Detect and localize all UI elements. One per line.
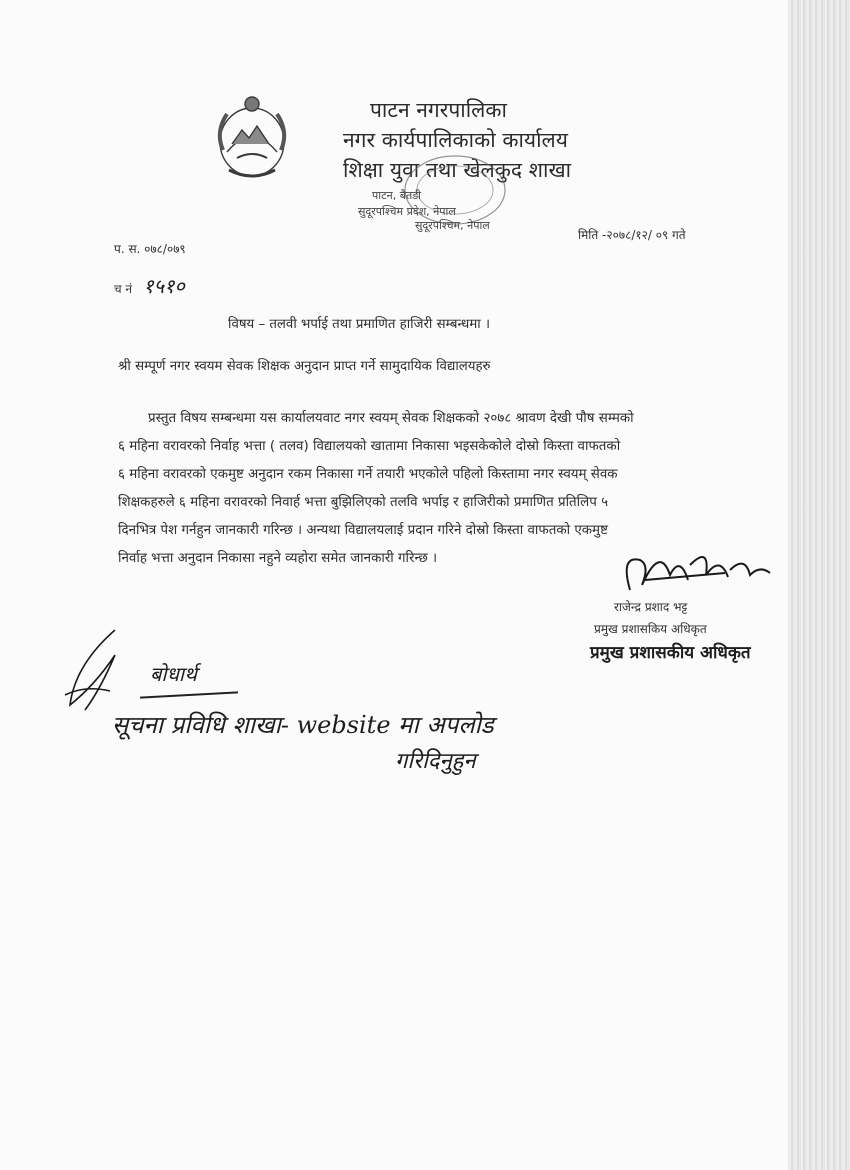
stamp-address-2: सुदूरपश्चिम प्रदेश, नेपाल: [358, 205, 456, 218]
header-office: नगर कार्यपालिकाको कार्यालय: [343, 128, 568, 152]
body-line: शिक्षकहरुले ६ महिना वरावरको निवार्ह भत्ता बुझिलिएको तलवि भर्पाइ र हाजिरीको प्रमाणित प्रतिलिप ५: [118, 495, 609, 510]
scan-edge: [788, 0, 850, 1170]
note-attention: बोधार्थ: [150, 662, 197, 686]
signer-title: प्रमुख प्रशासकिय अधिकृत: [594, 622, 707, 636]
dispatch-label: च नं: [114, 282, 133, 296]
body-line: ६ महिना वरावरको एकमुष्ट अनुदान रकम निकासा गर्ने तयारी भएकोले पहिलो किस्तामा नगर स्वयम् सेवक: [118, 467, 618, 482]
stamp-address-3: सुदूरपश्चिम, नेपाल: [415, 219, 490, 232]
body-line: निर्वाह भत्ता अनुदान निकासा नहुने व्यहोरा समेत जानकारी गरिन्छ ।: [118, 551, 438, 566]
note-underline: [140, 691, 238, 698]
signature-icon: [610, 535, 780, 605]
note-request: गरिदिनुहुन: [395, 749, 476, 774]
subject-line: विषय – तलवी भर्पाई तथा प्रमाणित हाजिरी सम्बन्धमा ।: [228, 317, 491, 332]
body-line: प्रस्तुत विषय सम्बन्धमा यस कार्यालयवाट नगर स्वयम् सेवक शिक्षकको २०७८ श्रावण देखी पौष सम्मको: [148, 411, 634, 426]
note-instruction: सूचना प्रविधि शाखा- website मा अपलोड: [112, 711, 494, 739]
reference-number: प. स. ०७८/०७९: [114, 242, 186, 256]
signer-stamp: प्रमुख प्रशासकीय अधिकृत: [590, 643, 751, 663]
nepal-emblem-icon: [207, 92, 297, 184]
header-section: शिक्षा युवा तथा खेलकुद शाखा: [343, 158, 572, 182]
header-municipality: पाटन नगरपालिका: [370, 98, 507, 122]
date: मिति -२०७८/१२/ ०९ गते: [578, 228, 686, 242]
signer-name: राजेन्द्र प्रशाद भट्ट: [614, 600, 688, 614]
addressee-line: श्री सम्पूर्ण नगर स्वयम सेवक शिक्षक अनुदान प्राप्त गर्ने सामुदायिक विद्यालयहरु: [118, 359, 491, 374]
stamp-address-1: पाटन, बैतडी: [372, 189, 422, 202]
body-line: ६ महिना वरावरको निर्वाह भत्ता ( तलव) विद्यालयको खातामा निकासा भइसकेकोले दोस्रो किस्ता वाफतको: [118, 439, 621, 454]
initial-mark-icon: [55, 625, 130, 715]
dispatch-value: १५१०: [143, 274, 185, 298]
body-line: दिनभित्र पेश गर्नहुन जानकारी गरिन्छ । अन्यथा विद्यालयलाई प्रदान गरिने दोस्रो किस्ता वाफतको एकमुष्ट: [118, 523, 608, 538]
dispatch-number: [114, 272, 185, 299]
